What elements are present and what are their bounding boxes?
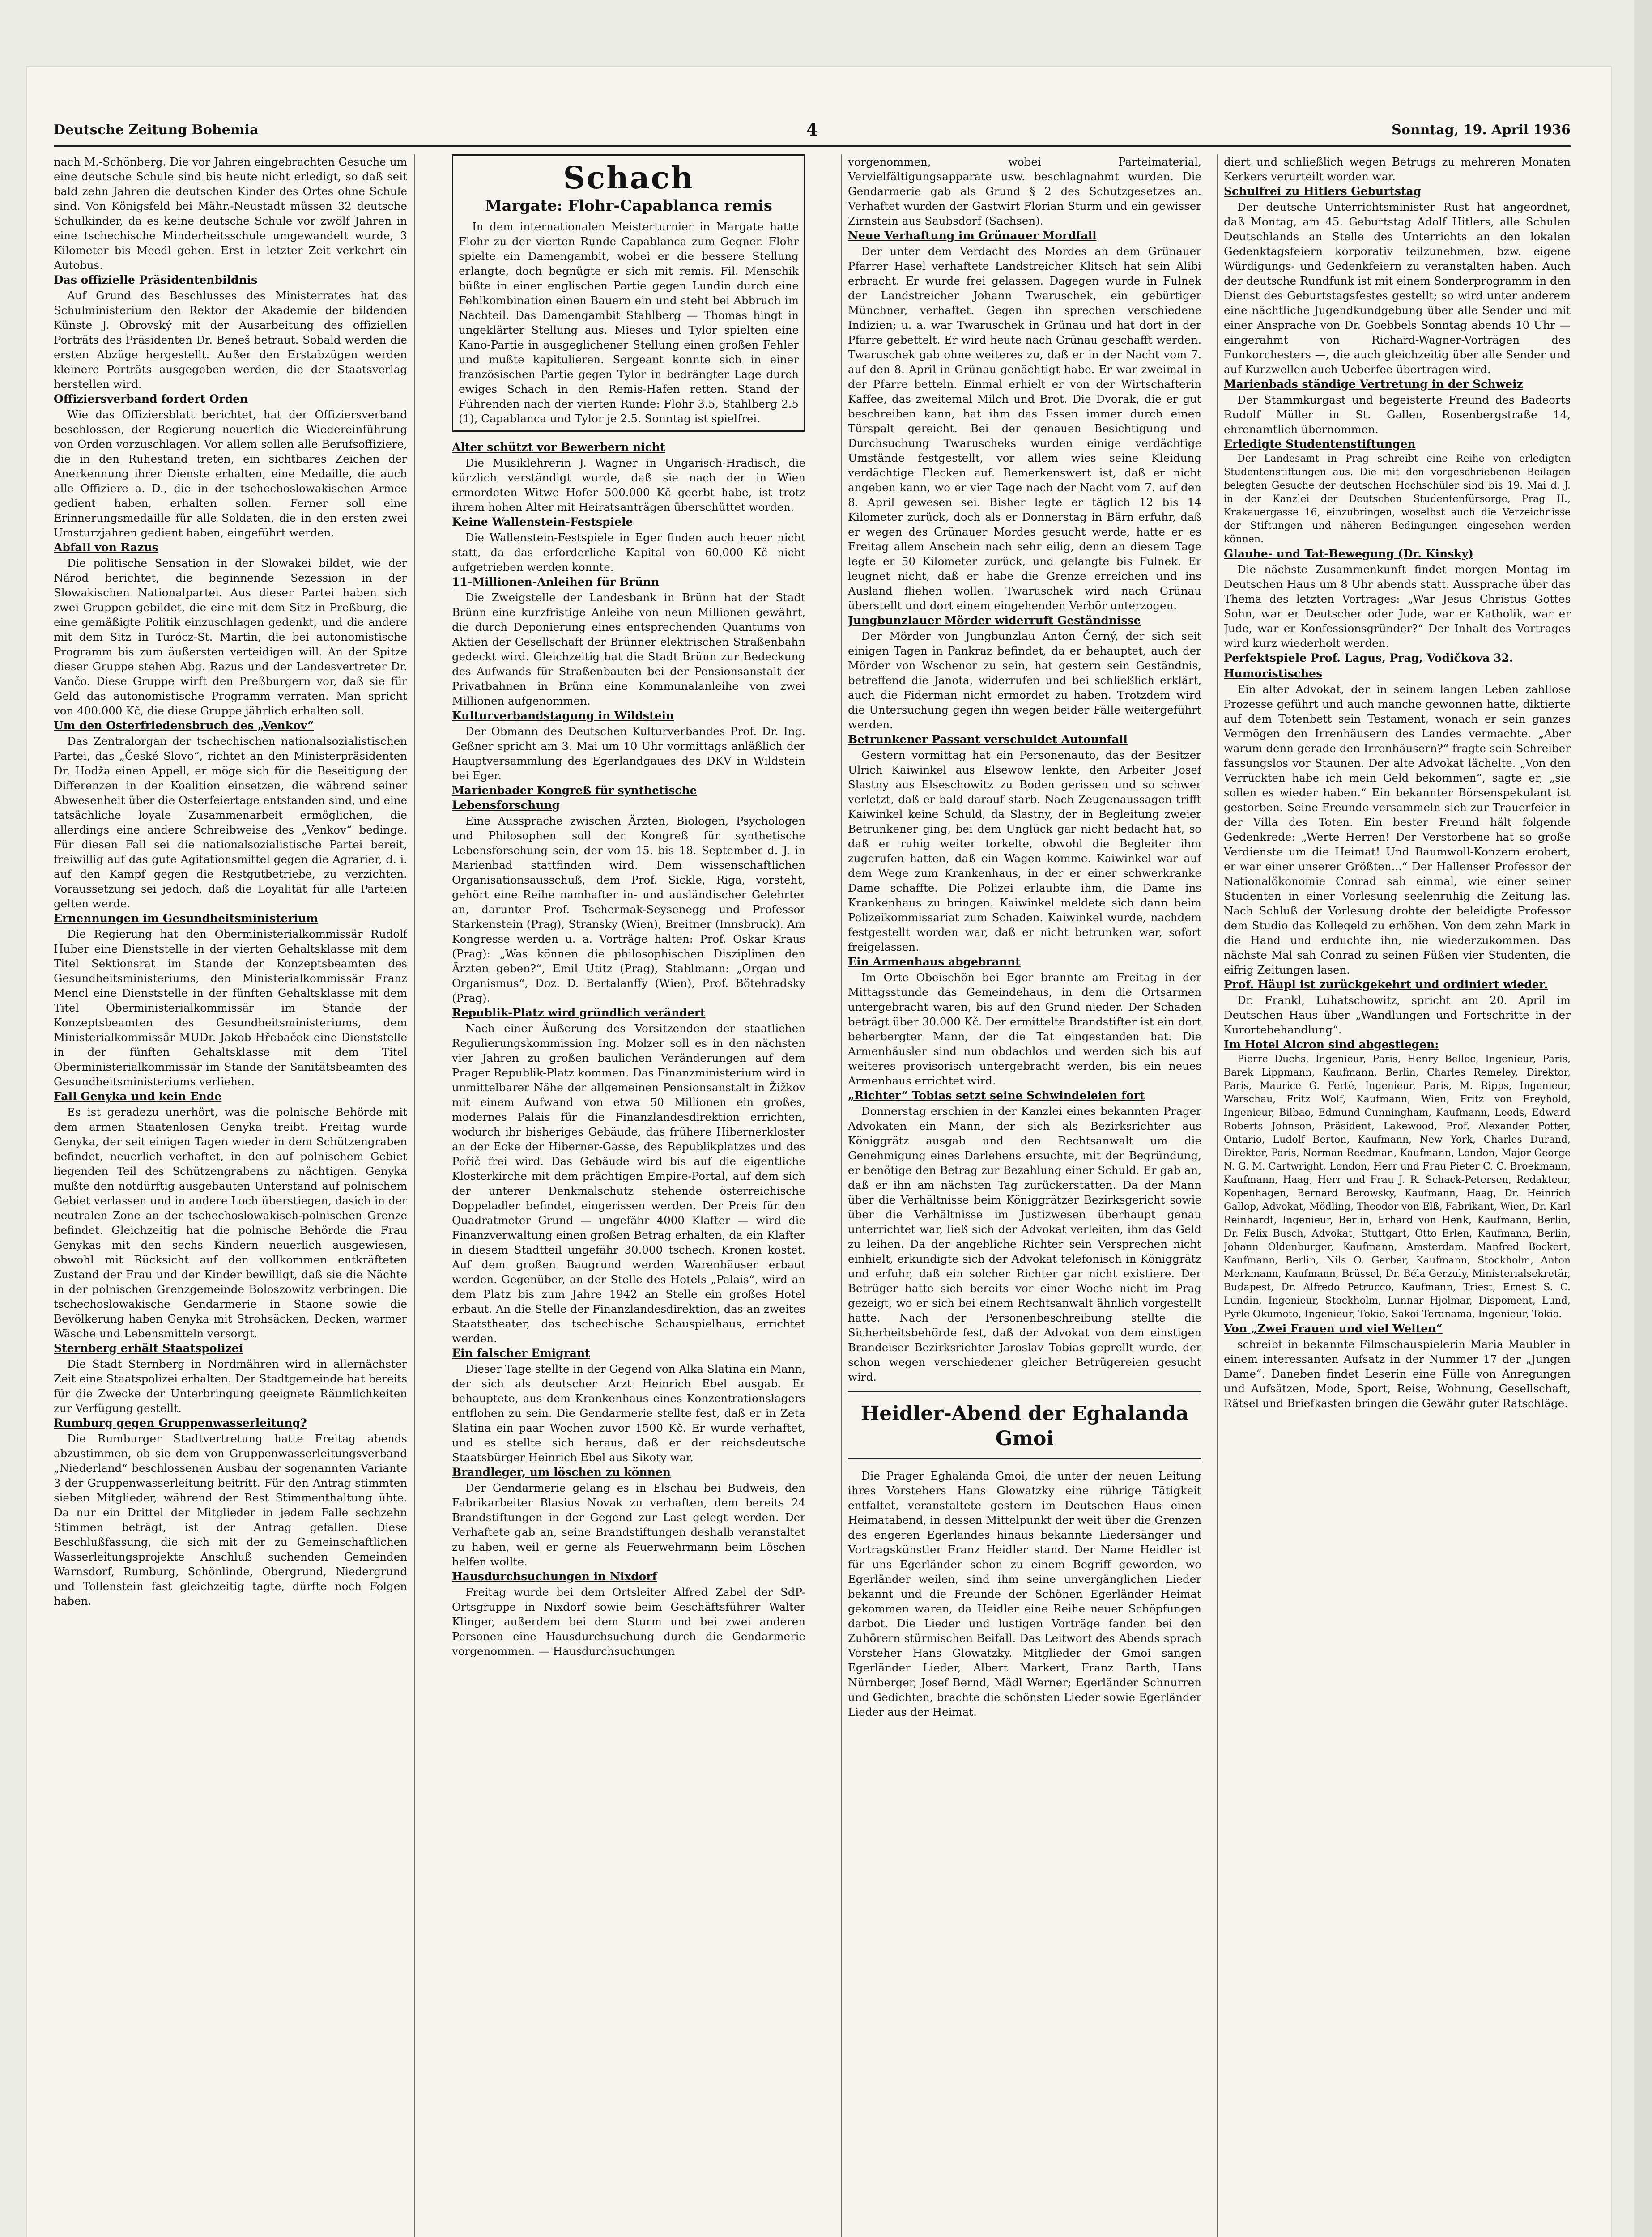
article bbox=[848, 613, 1201, 732]
article-headline: Von „Zwei Frauen und viel Welten“ bbox=[1224, 1322, 1443, 1335]
article-headline: Sternberg erhält Staatspolizei bbox=[54, 1342, 243, 1355]
article bbox=[54, 1089, 407, 1341]
scan-margin bbox=[1634, 0, 1652, 2237]
article-body: Der deutsche Unterrichtsminister Rust hat angeordnet, daß Montag, am 45. Geburtstag Adolf Hitlers, alle Schulen Deutschlands an Stelle des Unterrichts an den lokalen Gedenktagsfeiern korporativ teilzunehmen, bzw. eigene Würdigungs- und Gedenkfeiern zu veranstalten haben. Auch der deutsche Rundfunk ist mit einem Sonderprogramm in den Dienst des Geburtstagsfestes gestellt; so wird unter anderem eine nächtliche Jugendkundgebung über alle Sender und mit einer Ansprache von Dr. Goebbels Sonntag abends 10 Uhr — eingerahmt von Richard-Wagner-Vorträgen des Funkorchesters —, die auch gleichzeitig über alle Sender und auf Kurzwellen auch Ueberfee übertragen wird. bbox=[1224, 200, 1571, 376]
feature-headline: Heidler-Abend der Eghalanda Gmoi bbox=[860, 1402, 1189, 1450]
article bbox=[1224, 437, 1571, 546]
chess-body: In dem internationalen Meisterturnier in Margate hatte Flohr zu der vierten Runde Capablanca zum Gegner. Flohr spielte ein Damengambit, wobei er die bessere Stellung erlangte, doch begnügte er sich mit remis. Fil. Menschik büßte in einer englischen Partie gegen Lundin durch eine Fehlkombination einen Bauern ein und steht bei Abbruch im Nachteil. Das Damengambit Stahlberg — Thomas hingt in ungeklärter Stellung aus. Mieses und Tylor spielten eine Kano-Partie in ausgeglichener Stellung einen großen Fehler und mußte kapitulieren. Sergeant konnte sich in einer französischen Partie gegen Tylor in bedrängter Lage durch ewiges Schach in den Remis-Hafen retten. Stand der Führenden nach der vierten Runde: Flohr 3.5, Stahlberg 2.5 (1), Capablanca und Tylor je 2.5. Sonntag ist spielfrei. bbox=[459, 220, 799, 425]
article bbox=[848, 732, 1201, 954]
chess-title: Schach bbox=[563, 160, 694, 196]
article-headline: Betrunkener Passant verschuldet Autounfall bbox=[848, 733, 1128, 746]
article-headline: „Richter“ Tobias setzt seine Schwindeleien fort bbox=[848, 1089, 1145, 1102]
article-body: Ein alter Advokat, der in seinem langen Leben zahllose Prozesse geführt und auch manche gewonnen hatte, diktierte auf dem Totenbett sein Testament, wonach er sein ganzes Vermögen den Irrenhäusern des Landes vermachte. „Aber warum denn gerade den Irrenhäusern?“ fragte sein Schreiber fassungslos vor Staunen. Der alte Advokat lächelte. „Von den Verrückten habe ich mein Geld bekommen“, sagte er, „sie sollen es wieder haben.“ Ein bekannter Börsenspekulant ist gestorben. Seine Freunde versammeln sich zur Trauerfeier in der Villa des Toten. Ein bester Freund hält folgende Gedenkrede: „Werte Herren! Der Verstorbene hat so große Verdienste um die Heimat! Und Baumwoll-Konzern erobert, er war einer unserer Größten...“ Der Hallenser Professor der Nationalökonomie Conrad sah einmal, wie einer seiner Studenten in einer Vorlesung seelenruhig die Zeitung las. Nach Schluß der Vorlesung drohte der beleidigte Professor dem Studio das Kollegeld zu erhöhen. Von dem zehn Mark in die Hand und erduchte ihn, nie wiederzukommen. Das nächste Mal sah Conrad zu seinen Füßen vier Studenten, die eifrig Zeitungen lasen. bbox=[1224, 683, 1571, 976]
article-body: Die Zweigstelle der Landesbank in Brünn hat der Stadt Brünn eine kurzfristige Anleihe von neun Millionen gewährt, die durch Deponierung eines entsprechenden Quantums von Aktien der Gesellschaft der Brünner elektrischen Straßenbahn gedeckt wird. Gleichzeitig hat die Stadt Brünn zur Bedeckung des Aufwands für Straßenbauten bei der Pensionsanstalt der Privatbahnen in Brünn eine Kommunalanleihe von zwei Millionen aufgenommen. bbox=[452, 591, 805, 707]
article bbox=[848, 954, 1201, 1088]
article-body: Das Zentralorgan der tschechischen nationalsozialistischen Partei, das „České Slovo“, richtet an den Ministerpräsidenten Dr. Hodža einen Appell, er möge sich für die Beseitigung der Differenzen in der Koalition einsetzen, die während seiner Abwesenheit über die Osterfeiertage entstanden sind, und eine tatsächliche loyale Zusammenarbeit ermöglichen, die allerdings eine andere Schreibweise des „Venkov“ bedinge. Für diesen Fall sei die nationalsozialistische Partei bereit, freiwillig auf das gute Agitationsmittel gegen die Agrarier, d. i. auf den Kampf gegen die Restgutbetriebe, zu verzichten. Voraussetzung sei jedoch, daß die Loyalität für alle Parteien gelten werde. bbox=[54, 735, 407, 910]
article-headline: Erledigte Studentenstiftungen bbox=[1224, 438, 1416, 451]
article bbox=[1224, 666, 1571, 977]
article bbox=[1224, 651, 1571, 665]
article bbox=[452, 574, 805, 708]
article-body: Dr. Frankl, Luhatschowitz, spricht am 20. April im Deutschen Haus über „Wandlungen und Fortschritte in der Kurortebehandlung“. bbox=[1224, 994, 1571, 1036]
article-body: Der Mörder von Jungbunzlau Anton Černý, der sich seit einigen Tagen in Pankraz befindet, da er behauptet, auch der Mörder von Wschenor zu sein, hat gestern sein Geständnis, betreffend die Janota, widerrufen und bei schließlich erklärt, auch die Fiderman nicht ermordet zu haben. Trotzdem wird die Untersuchung gegen ihn wegen beider Fälle weitergeführt werden. bbox=[848, 629, 1201, 731]
article bbox=[1224, 184, 1571, 377]
article bbox=[452, 1346, 805, 1465]
article-continuation: diert und schließlich wegen Betrugs zu mehreren Monaten Kerkers verurteilt worden war. bbox=[1224, 155, 1571, 183]
feature-body: Die Prager Eghalanda Gmoi, die unter der neuen Leitung ihres Vorstehers Hans Glowatzky eine rührige Tätigkeit entfaltet, veranstaltete gestern im Deutschen Haus einen Heimatabend, in dessen Mittelpunkt der weit über die Grenzen des engeren Egerlandes hinaus bekannte Liedersänger und Vortragskünstler Franz Heidler stand. Der Name Heidler ist für uns Egerländer schon zu einem Begriff geworden, wo Egerländer weilen, sind ihm seine unvergänglichen Lieder bekannt und die Freunde der Schönen Egerländer Heimat gekommen waren, da Heidler eine Reihe neuer Schöpfungen darbot. Die Lieder und lustigen Vorträge fanden bei den Zuhörern stürmischen Beifall. Das Leitwort des Abends sprach Vorsteher Hans Glowatzky. Mitglieder der Gmoi sangen Egerländer Lieder, Albert Markert, Franz Barth, Hans Nürnberger, Josef Bernd, Mädl Werner; Egerländer Schnurren und Gedichten, brachte die schönsten Lieder sowie Egerländer Lieder aus der Heimat. bbox=[848, 1469, 1201, 1718]
article-body: Der Stammkurgast und begeisterte Freund des Badeorts Rudolf Müller in St. Gallen, Rosenbergstraße 14, ehrenamtlich übernommen. bbox=[1224, 393, 1571, 436]
article-headline: Perfektspiele Prof. Lagus, Prag, Vodičkova 32. bbox=[1224, 651, 1513, 664]
article-body: Es ist geradezu unerhört, was die polnische Behörde mit dem armen Staatenlosen Genyka treibt. Freitag wurde Genyka, der seit einigen Tagen wieder in dem Schützengraben befindet, neuerlich verhaftet, in den auf polnischem Gebiet liegenden Teil des Schützengrabens zu nächtigen. Genyka mußte den notdürftig ausgebauten Unterstand auf polnischem Gebiet verlassen und in andere Loch überstiegen, dasich in der neutralen Zone an der tschechoslowakisch-polnischen Grenze befindet. Gleichzeitig hat die polnische Behörde die Frau Genykas mit den sechs Kindern neuerlich ausgewiesen, obwohl mit Rücksicht auf den vollkommen entkräfteten Zustand der Frau und der Kinder bewilligt, daß sie die Nächte in der polnischen Grenzgemeinde Boloszowitz verbringen. Die tschechoslowakische Gendarmerie in Staone sowie die Bevölkerung haben Genyka mit Strohsäcken, Decken, warmer Wäsche und Lebensmitteln versorgt. bbox=[54, 1106, 407, 1340]
article bbox=[1224, 546, 1571, 651]
article-body: Nach einer Äußerung des Vorsitzenden der staatlichen Regulierungskommission Ing. Molzer soll es in den nächsten vier Jahren zu großen baulichen Veränderungen auf dem Prager Republik-Platz kommen. Das Finanzministerium wird in unmittelbarer Nähe der allgemeinen Pensionsanstalt in Žižkov mit einem Aufwand von etwa 50 Millionen ein großes, modernes Palais für die Finanzlandesdirektion errichten, wodurch ihr bisheriges Gebäude, das frühere Hibernerkloster an der Ecke der Hiberner-Gasse, des Republikplatzes und des Pořič frei wird. Das Gebäude wird bis auf die eigentliche Klosterkirche mit dem prächtigen Empire-Portal, auf dem sich der unterer Denkmalschutz stehende österreichische Doppeladler befindet, eingerissen werden. Der Preis für den Quadratmeter Grund — ungefähr 4000 Klafter — wird die Finanzverwaltung einen großen Betrag erhalten, da ein Klafter in diesem Stadtteil ungefähr 30.000 tschech. Kronen kostet. Auf dem großen Baugrund werden Warenhäuser erbaut werden. Gegenüber, an der Stelle des Hotels „Palais“, wird an dem Platz bis zum Jahre 1942 an Stelle ein großes Hotel erbaut. An die Stelle der Finanzlandesdirektion, das an zweites Staatstheater, das tschechische Schauspielhaus, errichtet werden. bbox=[452, 1022, 805, 1345]
column-rule bbox=[1217, 154, 1218, 2237]
article-body: Die Regierung hat den Oberministerialkommissär Rudolf Huber eine Dienststelle in der vierten Gehaltsklasse mit dem Titel Sektionsrat im Stande der Konzeptsbeamten des Gesundheitsministeriums, den Ministerialkommissär Franz Mencl eine Dienststelle in der fünften Gehaltsklasse mit dem Titel Oberministerialkommissär im Stande der Konzeptsbeamten des Gesundheitsministeriums, dem Ministerialkommissär MUDr. Jakob Hřebaček eine Dienststelle in der fünften Gehaltsklasse mit dem Titel Oberministerialkommissär im Stande der Sanitätsbeamten des Gesundheitsministeriums verliehen. bbox=[54, 927, 407, 1088]
article-headline: Schulfrei zu Hitlers Geburtstag bbox=[1224, 185, 1422, 198]
article bbox=[452, 440, 805, 515]
article bbox=[452, 783, 805, 1005]
article-body: Im Orte Obeischön bei Eger brannte am Freitag in der Mittagsstunde das Gemeindehaus, in dem die Ortsarmen untergebracht waren, bis auf den Grund nieder. Der Schaden beträgt über 30.000 Kč. Der ermittelte Brandstifter ist ein dort beherbergter Mann, der die Tat eingestanden hat. Die Armenhäusler sind nun obdachlos und werden sich bis auf weiteres provisorisch untergebracht werden, bis ein neues Armenhaus errichtet wird. bbox=[848, 971, 1201, 1087]
article-headline: 11-Millionen-Anleihen für Brünn bbox=[452, 575, 660, 588]
paper-name: Deutsche Zeitung Bohemia bbox=[54, 122, 259, 138]
article bbox=[452, 1569, 805, 1659]
article-headline: Marienbader Kongreß für synthetische Lebensforschung bbox=[452, 784, 697, 812]
article bbox=[452, 1465, 805, 1569]
article bbox=[54, 1341, 407, 1416]
column-1 bbox=[54, 154, 407, 2237]
article-headline: Im Hotel Alcron sind abgestiegen: bbox=[1224, 1038, 1439, 1051]
article-headline: Jungbunzlauer Mörder widerruft Geständnisse bbox=[848, 614, 1141, 627]
article bbox=[54, 540, 407, 718]
article bbox=[848, 1088, 1201, 1384]
column-2 bbox=[452, 154, 805, 2237]
article-headline: Alter schützt vor Bewerbern nicht bbox=[452, 441, 665, 454]
article-headline: Um den Osterfriedensbruch des „Venkov“ bbox=[54, 719, 314, 732]
column-rule bbox=[841, 154, 842, 2237]
article bbox=[54, 1416, 407, 1608]
column-rule bbox=[414, 154, 415, 2237]
article bbox=[452, 1005, 805, 1346]
article-body: Die Stadt Sternberg in Nordmähren wird in allernächster Zeit eine Staatspolizei erhalten. Der Stadtgemeinde hat bereits für die Zwecke der Unterbringung geeignete Räumlichkeiten zur Verfügung gestellt. bbox=[54, 1357, 407, 1415]
article-body: Pierre Duchs, Ingenieur, Paris, Henry Belloc, Ingenieur, Paris, Barek Lippmann, Kaufmann, Berlin, Charles Remeley, Direktor, Paris, Maurice G. Ferté, Ingenieur, Paris, M. Ripps, Ingenieur, Warschau, Fritz Wolf, Kaufmann, Wien, Fritz von Freyhold, Ingenieur, Bilbao, Edmund Cunningham, Kaufmann, Leeds, Edward Roberts Johnson, Präsident, Lakewood, Prof. Alexander Potter, Ontario, Ludolf Berton, Kaufmann, New York, Charles Durand, Direktor, Paris, Norman Reedman, Kaufmann, London, Major George N. G. M. Cartwright, London, Herr und Frau Pieter C. C. Broekmann, Kaufmann, Haag, Herr und Frau J. R. Schack-Petersen, Redakteur, Kopenhagen, Bernard Berowsky, Kaufmann, Haag, Dr. Heinrich Gallop, Advokat, Mödling, Theodor von Elß, Fabrikant, Wien, Dr. Karl Reinhardt, Ingenieur, Berlin, Erhard von Henk, Kaufmann, Berlin, Dr. Felix Busch, Advokat, Stuttgart, Otto Erlen, Kaufmann, Berlin, Johann Oldenburger, Kaufmann, Amsterdam, Manfred Bockert, Kaufmann, Berlin, Nils O. Gerber, Kaufmann, Stockholm, Anton Merkmann, Kaufmann, Brüssel, Dr. Béla Gerzuly, Ministerialsekretär, Budapest, Dr. Alfredo Petrucco, Kaufmann, Triest, Ernest S. C. Lundin, Ingenieur, Stockholm, Lunnar Hjolmar, Dispoment, Lund, Pyrle Okumoto, Ingenieur, Tokio, Sakoi Teranama, Ingenieur, Tokio. bbox=[1224, 1054, 1571, 1320]
article-headline: Ernennungen im Gesundheitsministerium bbox=[54, 912, 318, 925]
article-headline: Ein falscher Emigrant bbox=[452, 1347, 590, 1360]
article-headline: Ein Armenhaus abgebrannt bbox=[848, 955, 1021, 968]
section-divider bbox=[848, 1391, 1201, 1395]
article-headline: Prof. Häupl ist zurückgekehrt und ordiniert wieder. bbox=[1224, 978, 1548, 991]
article bbox=[1224, 377, 1571, 437]
article bbox=[54, 718, 407, 911]
article bbox=[1224, 977, 1571, 1037]
article-headline: Rumburg gegen Gruppenwasserleitung? bbox=[54, 1416, 307, 1429]
article-headline: Republik-Platz wird gründlich verändert bbox=[452, 1006, 706, 1019]
article-headline: Hausdurchsuchungen in Nixdorf bbox=[452, 1570, 657, 1583]
article-continuation: nach M.-Schönberg. Die vor Jahren eingebrachten Gesuche um eine deutsche Schule sind bis heute nicht erledigt, so daß seit bald zehn Jahren die deutschen Kinder des Ortes ohne Schule sind. Von Königsfeld bei Mähr.-Neustadt müssen 32 deutsche Schulkinder, da es keine deutsche Schule vor zwölf Jahren in eine tschechische Minderheitsschule umgewandelt wurde, 3 Kilometer bis Meedl gehen. Erst in letzter Zeit verkehrt ein Autobus. bbox=[54, 155, 407, 272]
article bbox=[1224, 1037, 1571, 1321]
article bbox=[848, 228, 1201, 613]
article-body: Dieser Tage stellte in der Gegend von Alka Slatina ein Mann, der sich als deutscher Arzt Heinrich Ebel ausgab. Er behauptete, aus dem Krankenhaus eines Konzentrationslagers entflohen zu sein. Die Gendarmerie stellte fest, daß er in Zeta Slatina ein paar Wochen zuvor 1500 Kč. Er wurde verhaftet, und es stellte sich heraus, daß er der reichsdeutsche Staatsbürger Heinrich Ebel aus Sikoty war. bbox=[452, 1362, 805, 1464]
article-body: Die politische Sensation in der Slowakei bildet, wie der Národ berichtet, die beginnende Sezession in der Slowakischen Nationalpartei. Aus dieser Partei haben sich zwei Gruppen gebildet, die eine mit dem Sitz in Preßburg, die eine gemäßigte Politik einzuschlagen gedenkt, und die andere mit dem Sitz in Turócz-St. Martin, die bei autonomistische Programm bis zum äußersten verteidigen will. An der Spitze dieser Gruppe stehen Abg. Razus und der Landesvertreter Dr. Vančo. Diese Gruppe wirft den Preßburgern vor, daß sie für Geld das autonomistische Programm verraten. Man spricht von 400.000 Kč, die diese Gruppe jährlich erhalten soll. bbox=[54, 557, 407, 717]
article-headline: Brandleger, um löschen zu können bbox=[452, 1466, 671, 1479]
article bbox=[452, 708, 805, 783]
issue-date: Sonntag, 19. April 1936 bbox=[1392, 122, 1571, 138]
article-headline: Neue Verhaftung im Grünauer Mordfall bbox=[848, 229, 1097, 242]
article bbox=[452, 515, 805, 574]
article-headline: Humoristisches bbox=[1224, 667, 1323, 680]
article-body: Wie das Offiziersblatt berichtet, hat der Offiziersverband beschlossen, der Regierung neuerlich die Wiedereinführung von Orden vorzuschlagen. Vor allem sollen alle Berufsoffiziere, die in den Ruhestand treten, ein sichtbares Zeichen der Anerkennung ihrer Dienste erhalten, eine Medaille, die auch alle Offiziere a. D., die in der tschechoslowakischen Armee gedient haben, erhalten sollen. Ferner soll eine Erinnerungsmedaille für alle Soldaten, die in den ersten zwei Umsturzjahren gedient haben, eingeführt werden. bbox=[54, 408, 407, 539]
article-body: Auf Grund des Beschlusses des Ministerrates hat das Schulministerium den Rektor der Akademie der bildenden Künste J. Obrovský mit der Ausarbeitung des offiziellen Porträts des Präsidenten Dr. Beneš betraut. Sobald werden die ersten Abzüge hergestellt. Außer den Erstabzügen werden kleinere Porträts ausgegeben werden, die der Staatsverlag herstellen wird. bbox=[54, 289, 407, 391]
article-body: Der unter dem Verdacht des Mordes an dem Grünauer Pfarrer Hasel verhaftete Landstreicher Klitsch hat sein Alibi erbracht. Er wurde frei gelassen. Dagegen wurde in Fulnek der Landstreicher Johann Twaruschek, ein gebürtiger Münchner, verhaftet. Gegen ihn sprechen verschiedene Indizien; u. a. war Twaruschek in Grünau und hat dort in der Pfarre gebettelt. Er wird heute nach Grünau geschafft werden. Twaruschek gab ohne weiteres zu, daß er in der Nacht vom 7. auf den 8. April in Grünau genächtigt habe. Er war zweimal in der Pfarre betteln. Einmal erhielt er von der Wirtschafterin Kaffee, das zweitemal Milch und Brot. Die Dvorak, die er gut beschreiben kann, hat ihm das Essen immer durch einen Türspalt gereicht. Bei der genauen Besichtigung und Durchsuchung Twaruscheks wurden einige verdächtige Umstände festgestellt, vor allem wies seine Kleidung verdächtige Flecken auf. Bemerkenswert ist, daß er nicht angeben kann, wo er vier Tage nach der Nacht vom 7. auf den 8. April gewesen sei. Bisher legte er täglich 12 bis 14 Kilometer zurück, doch als er Donnerstag in Bärn erfuhr, daß er wegen des Grünauer Mordes gesucht werde, hatte er es Freitag allem Anschein nach sehr eilig, denn an diesem Tage legte er 50 Kilometer zurück, und gelangte bis Fulnek. Er leugnet nicht, daß er habe die Grenze erreichen und ins Ausland fliehen wollen. Twaruschek wird nach Grünau überstellt und dort einem eingehenden Verhör unterzogen. bbox=[848, 245, 1201, 612]
article-body: Die Wallenstein-Festspiele in Eger finden auch heuer nicht statt, da das erforderliche Kapital von 60.000 Kč nicht aufgetrieben werden konnte. bbox=[452, 531, 805, 574]
masthead bbox=[54, 119, 1571, 147]
article bbox=[54, 272, 407, 391]
chess-subtitle: Margate: Flohr-Capablanca remis bbox=[485, 197, 773, 215]
article bbox=[54, 391, 407, 540]
article-body: Der Obmann des Deutschen Kulturverbandes Prof. Dr. Ing. Geßner spricht am 3. Mai um 10 Uhr vormittags anläßlich der Hauptversammlung des Egerlandgaues des DKV in Wildstein bei Eger. bbox=[452, 725, 805, 782]
page-number: 4 bbox=[806, 119, 818, 140]
column-3 bbox=[848, 154, 1201, 2237]
article-headline: Kulturverbandstagung in Wildstein bbox=[452, 709, 674, 722]
article-body: Gestern vormittag hat ein Personenauto, das der Besitzer Ulrich Kaiwinkel aus Elsewow lenkte, den Arbeiter Josef Slastny aus Elseschowitz zu Boden gerissen und so schwer verletzt, daß er bald darauf starb. Nach Zeugenaussagen trifft Kaiwinkel keine Schuld, da Slastny, der in Begleitung zweier Betrunkener ging, bei dem Unglück gar nicht bedacht hat, so daß er ruhig weiter torkelte, obwohl die Begleiter ihm zugerufen hatten, daß ein Wagen komme. Kaiwinkel war auf dem Wege zum Krankenhaus, in der er einer schwerkranke Dame schaffte. Die Polizei erlaubte ihm, die Dame ins Krankenhaus zu bringen. Kaiwinkel meldete sich dann beim Polizeikommissariat zum Schaden. Kaiwinkel wurde, nachdem festgestellt worden war, daß er nicht betrunken war, sofort freigelassen. bbox=[848, 749, 1201, 953]
column-4 bbox=[1224, 154, 1571, 2237]
article bbox=[1224, 1321, 1571, 1411]
chess-box bbox=[452, 154, 805, 432]
article-headline: Fall Genyka und kein Ende bbox=[54, 1090, 222, 1103]
article-body: Donnerstag erschien in der Kanzlei eines bekannten Prager Advokaten ein Mann, der sich als Bezirksrichter aus Königgrätz ausgab und den Rechtsanwalt um die Genehmigung eines Darlehens ersuchte, mit der Begründung, er benötige den Betrag zur Bezahlung einer Schuld. Er gab an, daß er ihn am nächsten Tag zurückerstatten. Da der Mann über die Verhältnisse beim Königgrätzer Bezirksgericht sowie über die Verhältnisse im Justizwesen überhaupt genau unterrichtet war, ließ sich der Advokat verleiten, ihm das Geld zu leihen. Da der angebliche Richter sein Versprechen nicht einhielt, erkundigte sich der Advokat telefonisch in Königgrätz und erfuhr, daß ein solcher Richter gar nicht existiere. Der Betrüger hatte sich bereits vor einer Woche nicht im Prag gezeigt, wo er sich bei einem Rechtsanwalt ähnlich vorgestellt hatte. Nach der Personenbeschreibung stellte die Sicherheitsbehörde fest, daß der Advokat von dem einstigen Brandeiser Bezirksrichter Jaroslav Tobias geprellt wurde, der schon wegen verschiedener gleicher Betrügereien gesucht wird. bbox=[848, 1105, 1201, 1383]
article-body: schreibt in bekannte Filmschauspielerin Maria Maubler in einem interessanten Aufsatz in der Nummer 17 der „Jungen Dame“. Daneben findet Leserin eine Fülle von Anregungen und Aufsätzen, Mode, Sport, Reise, Wohnung, Gesellschaft, Rätsel und Briefkasten bringen die Gewähr guter Ratschläge. bbox=[1224, 1338, 1571, 1410]
article-body: Freitag wurde bei dem Ortsleiter Alfred Zabel der SdP-Ortsgruppe in Nixdorf sowie beim Geschäftsführer Walter Klinger, außerdem bei dem Sturm und bei zwei anderen Personen eine Hausdurchsuchung durch die Gendarmerie vorgenommen. — Hausdurchsuchungen bbox=[452, 1586, 805, 1658]
section-divider bbox=[848, 1458, 1201, 1462]
article-headline: Offiziersverband fordert Orden bbox=[54, 392, 248, 405]
article-body: Eine Aussprache zwischen Ärzten, Biologen, Psychologen und Philosophen soll der Kongreß für synthetische Lebensforschung sein, der vom 15. bis 18. September d. J. in Marienbad stattfinden wird. Dem wissenschaftlichen Organisationsausschuß, dem Prof. Sickle, Riga, vorsteht, gehört eine Reihe namhafter in- und ausländischer Gelehrter an, darunter Prof. Tschermak-Seysenegg und Professor Starkenstein (Prag), Stransky (Wien), Breitner (Innsbruck). Am Kongresse werden u. a. Vorträge halten: Prof. Oskar Kraus (Prag): „Was können die philosophischen Disziplinen den Ärzten geben?“, Emil Utitz (Prag), Stahlmann: „Organ und Organismus“, Doz. D. Bertalanffy (Wien), Prof. Bötehradsky (Prag). bbox=[452, 814, 805, 1004]
article-body: Die Musiklehrerin J. Wagner in Ungarisch-Hradisch, die kürzlich verständigt wurde, daß sie nach der in Wien ermordeten Witwe Hofer 500.000 Kč geerbt habe, ist trotz ihrem hohen Alter mit Heiratsanträgen überschüttet worden. bbox=[452, 456, 805, 514]
article-headline: Abfall von Razus bbox=[54, 541, 158, 554]
article-continuation: vorgenommen, wobei Parteimaterial, Vervielfältigungsapparate usw. beschlagnahmt wurden. Die Gendarmerie gab als Grund § 2 des Schutzgesetzes an. Verhaftet wurden der Gastwirt Florian Sturm und ein gewisser Zirnstein aus Saubsdorf (Sachsen). bbox=[848, 155, 1201, 227]
article-headline: Marienbads ständige Vertretung in der Schweiz bbox=[1224, 378, 1523, 391]
article-body: Der Landesamt in Prag schreibt eine Reihe von erledigten Studentenstiftungen aus. Die mit den vorgeschriebenen Beilagen belegten Gesuche der deutschen Hochschüler sind bis 19. Mai d. J. in der Kanzlei der Deutschen Studentenfürsorge, Prag II., Krakauergasse 16, einzubringen, woselbst auch die Verzeichnisse der Stiftungen und näheren Bedingungen eingesehen werden können. bbox=[1224, 453, 1571, 545]
article-headline: Das offizielle Präsidentenbildnis bbox=[54, 273, 258, 286]
article-body: Der Gendarmerie gelang es in Elschau bei Budweis, den Fabrikarbeiter Blasius Novak zu verhaften, dem bereits 24 Brandstiftungen in der Gegend zur Last gelegt werden. Der Verhaftete gab an, seine Brandstiftungen deshalb veranstaltet zu haben, weil er gerne als Feuerwehrmann beim Löschen helfen wollte. bbox=[452, 1481, 805, 1568]
article-body: Die nächste Zusammenkunft findet morgen Montag im Deutschen Haus um 8 Uhr abends statt. Aussprache über das Thema des letzten Vortrages: „War Jesus Christus Gottes Sohn, war er Deutscher oder Jude, war er Katholik, war er Jude, war er Konfessionsgründer?“ Der Inhalt des Vortrages wird kurz wiederholt werden. bbox=[1224, 563, 1571, 650]
article bbox=[54, 911, 407, 1089]
article-headline: Keine Wallenstein-Festspiele bbox=[452, 515, 633, 528]
article-body: Die Rumburger Stadtvertretung hatte Freitag abends abzustimmen, ob sie dem von Gruppenwasserleitungsverband „Niederland“ beschlossenen Ausbau der sogenannten Variante 3 der Gruppenwasserleitung beitritt. Für den Antrag stimmten sieben Mitglieder, während der Rest Stimmenthaltung übte. Da nur ein Drittel der Mitglieder in jedem Falle sechzehn Stimmen beträgt, ist der Antrag gefallen. Diese Beschlußfassung, die sich mit der zu Gemeinschaftlichen Wasserleitungsprojekte Anschluß suchenden Gemeinden Warnsdorf, Rumburg, Schönlinde, Obergrund, Niedergrund und Tollenstein fast gleichzeitig tagte, dürfte noch Folgen haben. bbox=[54, 1432, 407, 1608]
article-headline: Glaube- und Tat-Bewegung (Dr. Kinsky) bbox=[1224, 547, 1473, 560]
